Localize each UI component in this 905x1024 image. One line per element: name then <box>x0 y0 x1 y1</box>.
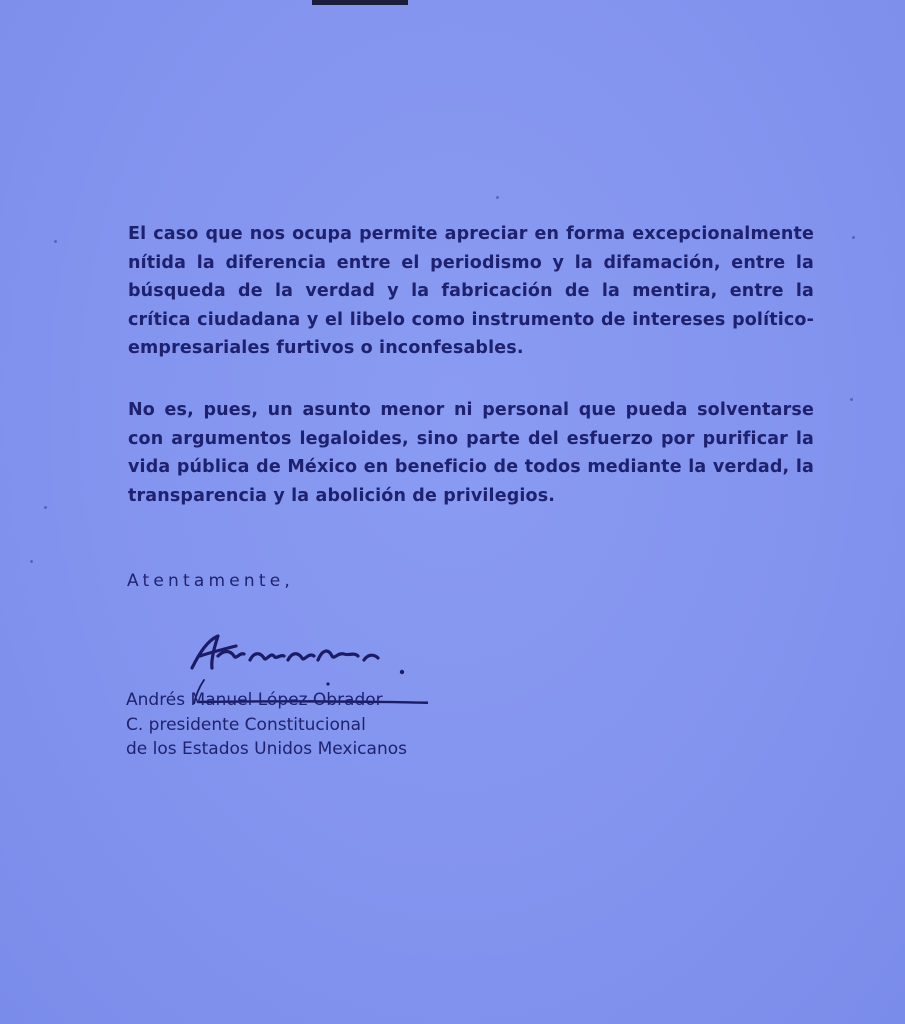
paper-speck <box>850 398 853 401</box>
signer-name: Andrés Manuel López Obrador <box>126 690 383 710</box>
paper-speck <box>496 196 499 199</box>
letter-closing: Atentamente, <box>127 571 295 591</box>
signer-office: de los Estados Unidos Mexicanos <box>126 739 407 759</box>
signer-title: C. presidente Constitucional <box>126 714 366 735</box>
signer-block <box>126 688 407 762</box>
paper-speck <box>30 560 33 563</box>
top-edge-mark <box>312 0 408 5</box>
paper-speck <box>852 236 855 239</box>
paper-speck <box>54 240 57 243</box>
letter-paragraph-1: El caso que nos ocupa permite apreciar en forma excepcionalmente nítida la diferencia entre el periodismo y la difamación, entre la búsqueda de la verdad y la fabricación de la mentira, entre la crítica ciudadana y el libelo como instrumento de intereses político-empresariales furtivos o inconfesables. <box>128 224 814 358</box>
paper-speck <box>44 506 47 509</box>
letter-paragraph-2: No es, pues, un asunto menor ni personal que pueda solventarse con argumentos legaloides, sino parte del esfuerzo por purificar la vida pública de México en beneficio de todos mediante la verdad, la transparencia y la abolición de privilegios. <box>128 400 814 506</box>
